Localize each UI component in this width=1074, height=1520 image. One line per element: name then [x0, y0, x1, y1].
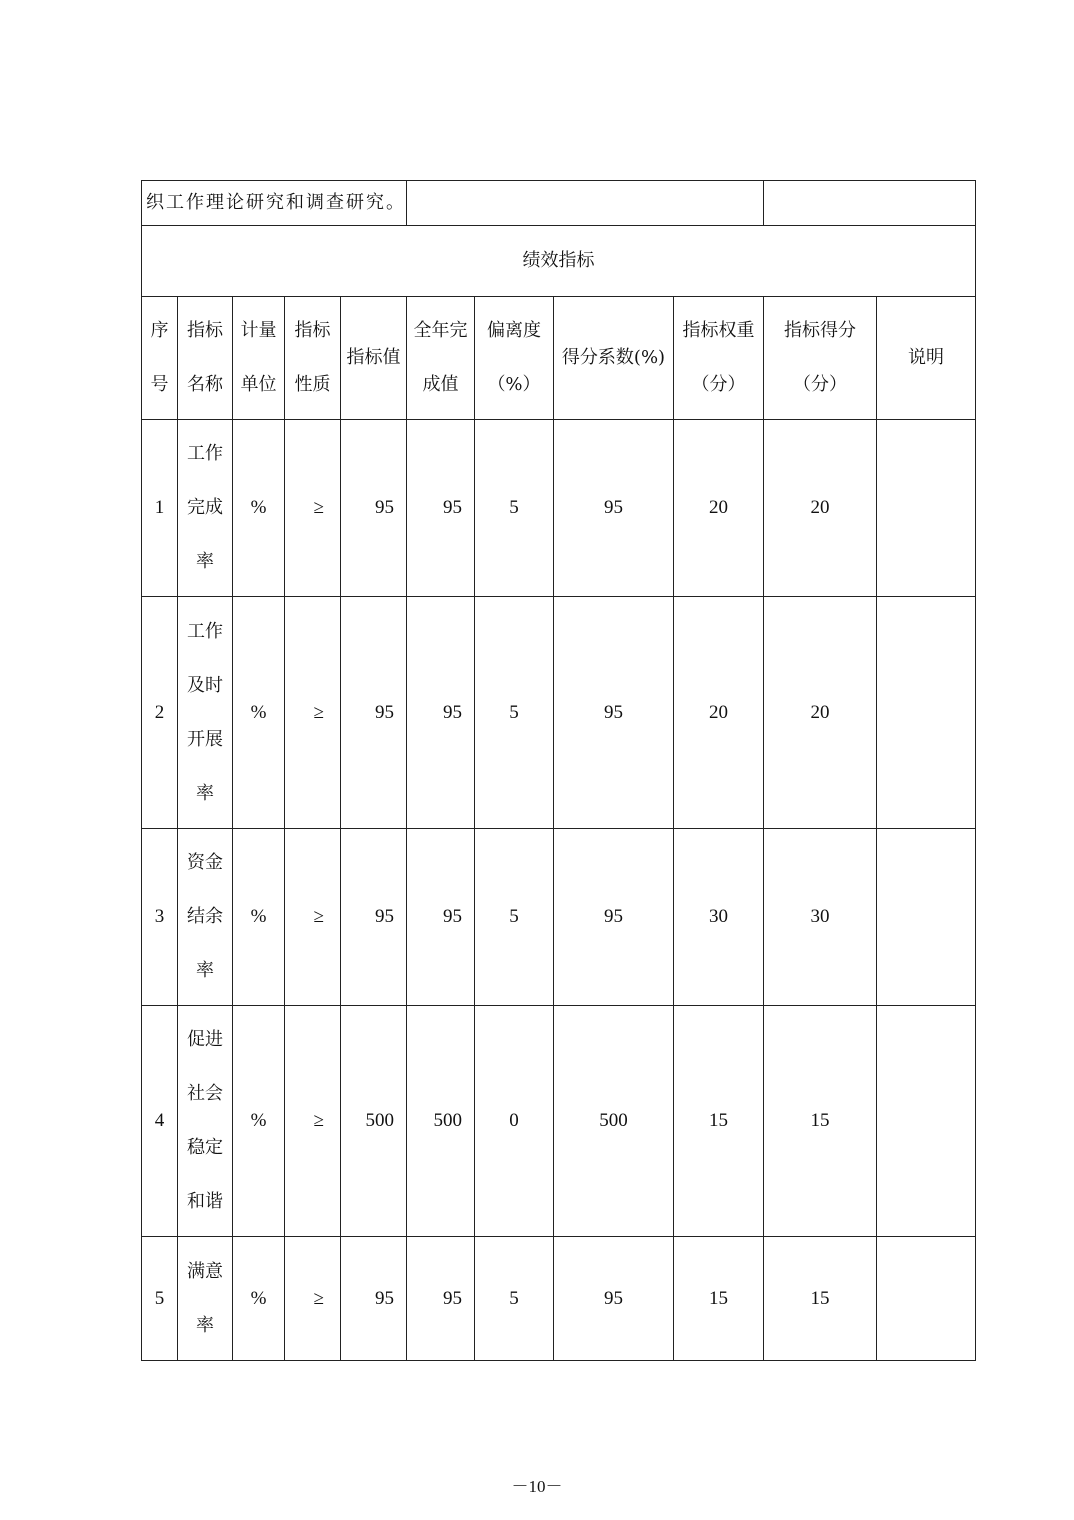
empty-cell — [407, 181, 764, 226]
table-row — [142, 1006, 976, 1237]
cell-name — [178, 829, 233, 1006]
cell-coef: 500 — [554, 1006, 674, 1237]
cell-no: 1 — [142, 420, 178, 597]
cell-nature: ≥ — [285, 1237, 341, 1361]
cell-actual: 95 — [407, 829, 475, 1006]
section-title: 绩效指标 — [142, 226, 976, 297]
section-title-row — [142, 226, 976, 297]
cell-coef: 95 — [554, 1237, 674, 1361]
indicator-name-line: 促进 — [187, 1029, 223, 1050]
header-row — [142, 297, 976, 420]
intro-text: 织工作理论研究和调查研究。 — [142, 181, 407, 226]
table-row — [142, 1237, 976, 1361]
cell-score: 15 — [764, 1006, 877, 1237]
cell-note — [877, 829, 976, 1006]
column-header — [178, 297, 233, 420]
cell-no: 3 — [142, 829, 178, 1006]
column-header — [341, 297, 407, 420]
cell-weight: 20 — [674, 597, 764, 829]
cell-deviation: 5 — [475, 829, 554, 1006]
indicator-name-line: 完成 — [187, 497, 223, 518]
cell-nature: ≥ — [285, 1006, 341, 1237]
column-header-text: 指标性质 — [294, 320, 331, 395]
cell-note — [877, 597, 976, 829]
column-header — [285, 297, 341, 420]
cell-note — [877, 1006, 976, 1237]
cell-no: 2 — [142, 597, 178, 829]
cell-target: 95 — [341, 829, 407, 1006]
cell-actual: 95 — [407, 1237, 475, 1361]
indicator-name-line: 及时 — [187, 674, 223, 696]
column-header-text: 偏离度（%） — [487, 320, 541, 395]
column-header-text: 指标值 — [346, 347, 401, 368]
cell-name — [178, 597, 233, 829]
empty-cell — [764, 181, 976, 226]
cell-target: 95 — [341, 1237, 407, 1361]
cell-weight: 15 — [674, 1006, 764, 1237]
cell-weight: 20 — [674, 420, 764, 597]
column-header — [407, 297, 475, 420]
indicator-name-line: 率 — [196, 551, 214, 572]
cell-unit: % — [233, 420, 285, 597]
indicator-name-line: 社会 — [187, 1083, 223, 1104]
indicator-name-line: 工作 — [187, 620, 223, 642]
cell-deviation: 5 — [475, 420, 554, 597]
cell-coef: 95 — [554, 420, 674, 597]
column-header — [877, 297, 976, 420]
cell-unit: % — [233, 1237, 285, 1361]
column-header — [233, 297, 285, 420]
cell-target: 95 — [341, 597, 407, 829]
cell-unit: % — [233, 829, 285, 1006]
indicator-name-line: 开展 — [187, 728, 223, 750]
cell-nature: ≥ — [285, 597, 341, 829]
table-row — [142, 829, 976, 1006]
column-header — [475, 297, 554, 420]
column-header — [142, 297, 178, 420]
table-row — [142, 597, 976, 829]
indicator-name-line: 率 — [196, 960, 214, 981]
column-header-text: 计量单位 — [240, 320, 277, 395]
cell-note — [877, 1237, 976, 1361]
column-header-text: 指标得分（分） — [784, 320, 856, 395]
cell-target: 95 — [341, 420, 407, 597]
cell-score: 20 — [764, 420, 877, 597]
cell-unit: % — [233, 1006, 285, 1237]
indicator-name-line: 率 — [196, 782, 214, 804]
cell-coef: 95 — [554, 597, 674, 829]
cell-weight: 15 — [674, 1237, 764, 1361]
table-row — [142, 420, 976, 597]
cell-score: 20 — [764, 597, 877, 829]
column-header-text: 指标名称 — [187, 320, 223, 395]
cell-actual: 95 — [407, 597, 475, 829]
cell-unit: % — [233, 597, 285, 829]
cell-no: 4 — [142, 1006, 178, 1237]
indicator-name-line: 稳定 — [187, 1137, 223, 1158]
column-header-text: 序号 — [150, 320, 169, 395]
cell-target: 500 — [341, 1006, 407, 1237]
column-header-text: 说明 — [908, 347, 944, 368]
column-header-text: 全年完成值 — [413, 320, 468, 395]
column-header-text: 得分系数(%) — [561, 347, 666, 368]
cell-deviation: 5 — [475, 597, 554, 829]
column-header — [554, 297, 674, 420]
cell-score: 30 — [764, 829, 877, 1006]
cell-weight: 30 — [674, 829, 764, 1006]
indicator-name-line: 工作 — [187, 443, 223, 464]
indicator-name-line: 和谐 — [187, 1191, 223, 1212]
cell-name — [178, 1237, 233, 1361]
indicator-name-line: 资金 — [187, 852, 223, 873]
column-header — [764, 297, 877, 420]
cell-name — [178, 420, 233, 597]
cell-nature: ≥ — [285, 829, 341, 1006]
indicator-name-line: 满意 — [187, 1260, 223, 1282]
column-header — [674, 297, 764, 420]
cell-note — [877, 420, 976, 597]
cell-deviation: 5 — [475, 1237, 554, 1361]
cell-actual: 500 — [407, 1006, 475, 1237]
cell-no: 5 — [142, 1237, 178, 1361]
cell-deviation: 0 — [475, 1006, 554, 1237]
cell-name — [178, 1006, 233, 1237]
page-number: －10－ — [511, 1477, 563, 1496]
cell-coef: 95 — [554, 829, 674, 1006]
indicator-name-line: 结余 — [187, 906, 223, 927]
indicator-name-line: 率 — [196, 1314, 214, 1336]
cell-actual: 95 — [407, 420, 475, 597]
cell-score: 15 — [764, 1237, 877, 1361]
performance-indicator-table — [141, 180, 976, 1361]
intro-row — [142, 181, 976, 226]
cell-nature: ≥ — [285, 420, 341, 597]
column-header-text: 指标权重（分） — [682, 320, 755, 395]
